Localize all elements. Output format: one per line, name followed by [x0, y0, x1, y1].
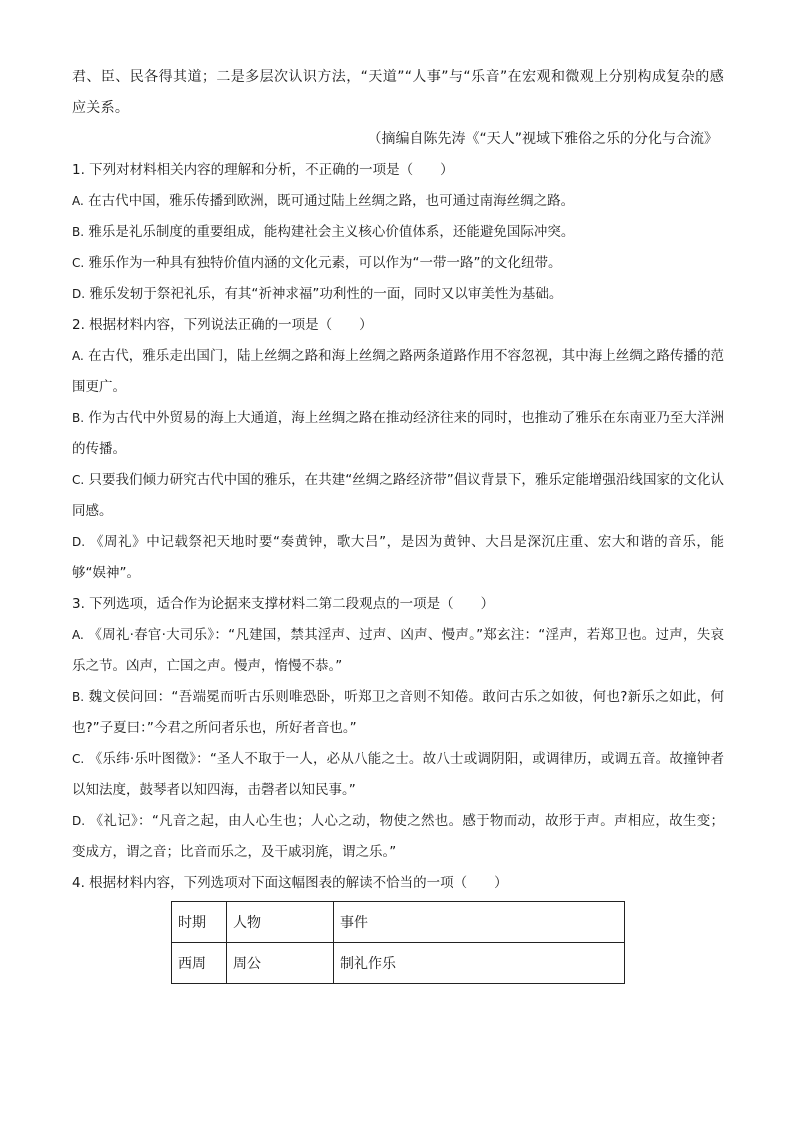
question-1-option-b[interactable]: [72, 217, 724, 248]
option-letter: A.: [72, 628, 84, 642]
question-2-stem: 2. 根据材料内容，下列说法正确的一项是（ ）: [72, 317, 373, 333]
question-3-stem: 3. 下列选项，适合作为论据来支撑材料二第二段观点的一项是（ ）: [72, 596, 495, 612]
question-1-option-d[interactable]: [72, 279, 724, 310]
table-cell: 制礼作乐: [334, 943, 625, 984]
option-text: 雅乐作为一种具有独特价值内涵的文化元素，可以作为“一带一路”的文化纽带。: [88, 255, 562, 271]
question-1-option-a[interactable]: [72, 186, 724, 217]
option-letter: C.: [72, 752, 85, 766]
option-letter: A.: [72, 349, 84, 363]
option-letter: C.: [72, 256, 85, 270]
question-2-option-c[interactable]: [72, 465, 724, 527]
option-text: 魏文侯问回：“吾端冕而听古乐则唯恐卧，听郑卫之音则不知倦。敢问古乐之如彼，何也?新乐之如此，何也?”子夏曰：”今君之所问者乐也，所好者音也。”: [72, 689, 724, 736]
question-3-option-b[interactable]: [72, 682, 724, 744]
passage-source: （摘编自陈先涛《“天人”视域下雅俗之乐的分化与合流》: [367, 131, 718, 147]
option-letter: B.: [72, 225, 85, 239]
table-cell: 周公: [227, 943, 334, 984]
table-row: [172, 943, 625, 984]
document-page: [72, 62, 724, 984]
option-text: 《周礼·春官·大司乐》：“凡建国，禁其淫声、过声、凶声、慢声。”郑玄注：“淫声，若郑卫也。过声，失哀乐之节。凶声，亡国之声。慢声，惰慢不恭。”: [72, 627, 724, 674]
passage-continuation: 君、臣、民各得其道；二是多层次认识方法，“天道”“人事”与“乐音”在宏观和微观上分别构成复杂的感应关系。: [72, 69, 724, 116]
question-3-option-c[interactable]: [72, 744, 724, 806]
option-text: 雅乐是礼乐制度的重要组成，能构建社会主义核心价值体系，还能避免国际冲突。: [88, 224, 575, 240]
question-3-option-a[interactable]: [72, 620, 724, 682]
table-cell: 西周: [172, 943, 227, 984]
table-header-cell: 事件: [334, 902, 625, 943]
option-text: 《乐纬·乐叶图徵》：“圣人不取于一人，必从八能之士。故八士或调阴阳，或调律历，或调五音。故撞钟者以知法度，鼓琴者以知四海，击磬者以知民事。”: [72, 751, 724, 798]
option-text: 在古代中国，雅乐传播到欧洲，既可通过陆上丝绸之路，也可通过南海丝绸之路。: [88, 193, 575, 209]
option-text: 作为古代中外贸易的海上大通道，海上丝绸之路在推动经济往来的同时，也推动了雅乐在东南亚乃至大洋洲的传播。: [72, 410, 725, 457]
option-text: 《礼记》：“凡音之起，由人心生也；人心之动，物使之然也。感于物而动，故形于声。声相应，故生变；变成方，谓之音；比音而乐之，及干戚羽旄，谓之乐。”: [72, 813, 724, 860]
option-text: 在古代，雅乐走出国门，陆上丝绸之路和海上丝绸之路两条道路作用不容忽视，其中海上丝绸之路传播的范围更广。: [72, 348, 725, 395]
table-header-row: [172, 902, 625, 943]
question-1-option-c[interactable]: [72, 248, 724, 279]
question-2-option-a[interactable]: [72, 341, 724, 403]
question-4-stem: 4. 根据材料内容，下列选项对下面这幅图表的解读不恰当的一项（ ）: [72, 875, 508, 891]
option-letter: C.: [72, 473, 85, 487]
option-text: 只要我们倾力研究古代中国的雅乐，在共建“丝绸之路经济带”倡议背景下，雅乐定能增强沿线国家的文化认同感。: [72, 472, 724, 519]
question-2-option-d[interactable]: [72, 527, 724, 589]
table-header-cell: 人物: [227, 902, 334, 943]
option-letter: D.: [72, 814, 86, 828]
question-1-stem: 1. 下列对材料相关内容的理解和分析，不正确的一项是（ ）: [72, 162, 454, 178]
table-header-cell: 时期: [172, 902, 227, 943]
option-letter: B.: [72, 411, 85, 425]
option-text: 《周礼》中记载祭祀天地时要“奏黄钟，歌大吕”，是因为黄钟、大吕是深沉庄重、宏大和谐的音乐，能够“娱神”。: [72, 534, 724, 581]
history-table: [171, 901, 625, 984]
option-letter: A.: [72, 194, 84, 208]
question-2-option-b[interactable]: [72, 403, 724, 465]
option-letter: D.: [72, 535, 86, 549]
option-letter: B.: [72, 690, 85, 704]
option-letter: D.: [72, 287, 86, 301]
question-3-option-d[interactable]: [72, 806, 724, 868]
option-text: 雅乐发轫于祭祀礼乐，有其“祈神求福”功利性的一面，同时又以审美性为基础。: [89, 286, 563, 302]
